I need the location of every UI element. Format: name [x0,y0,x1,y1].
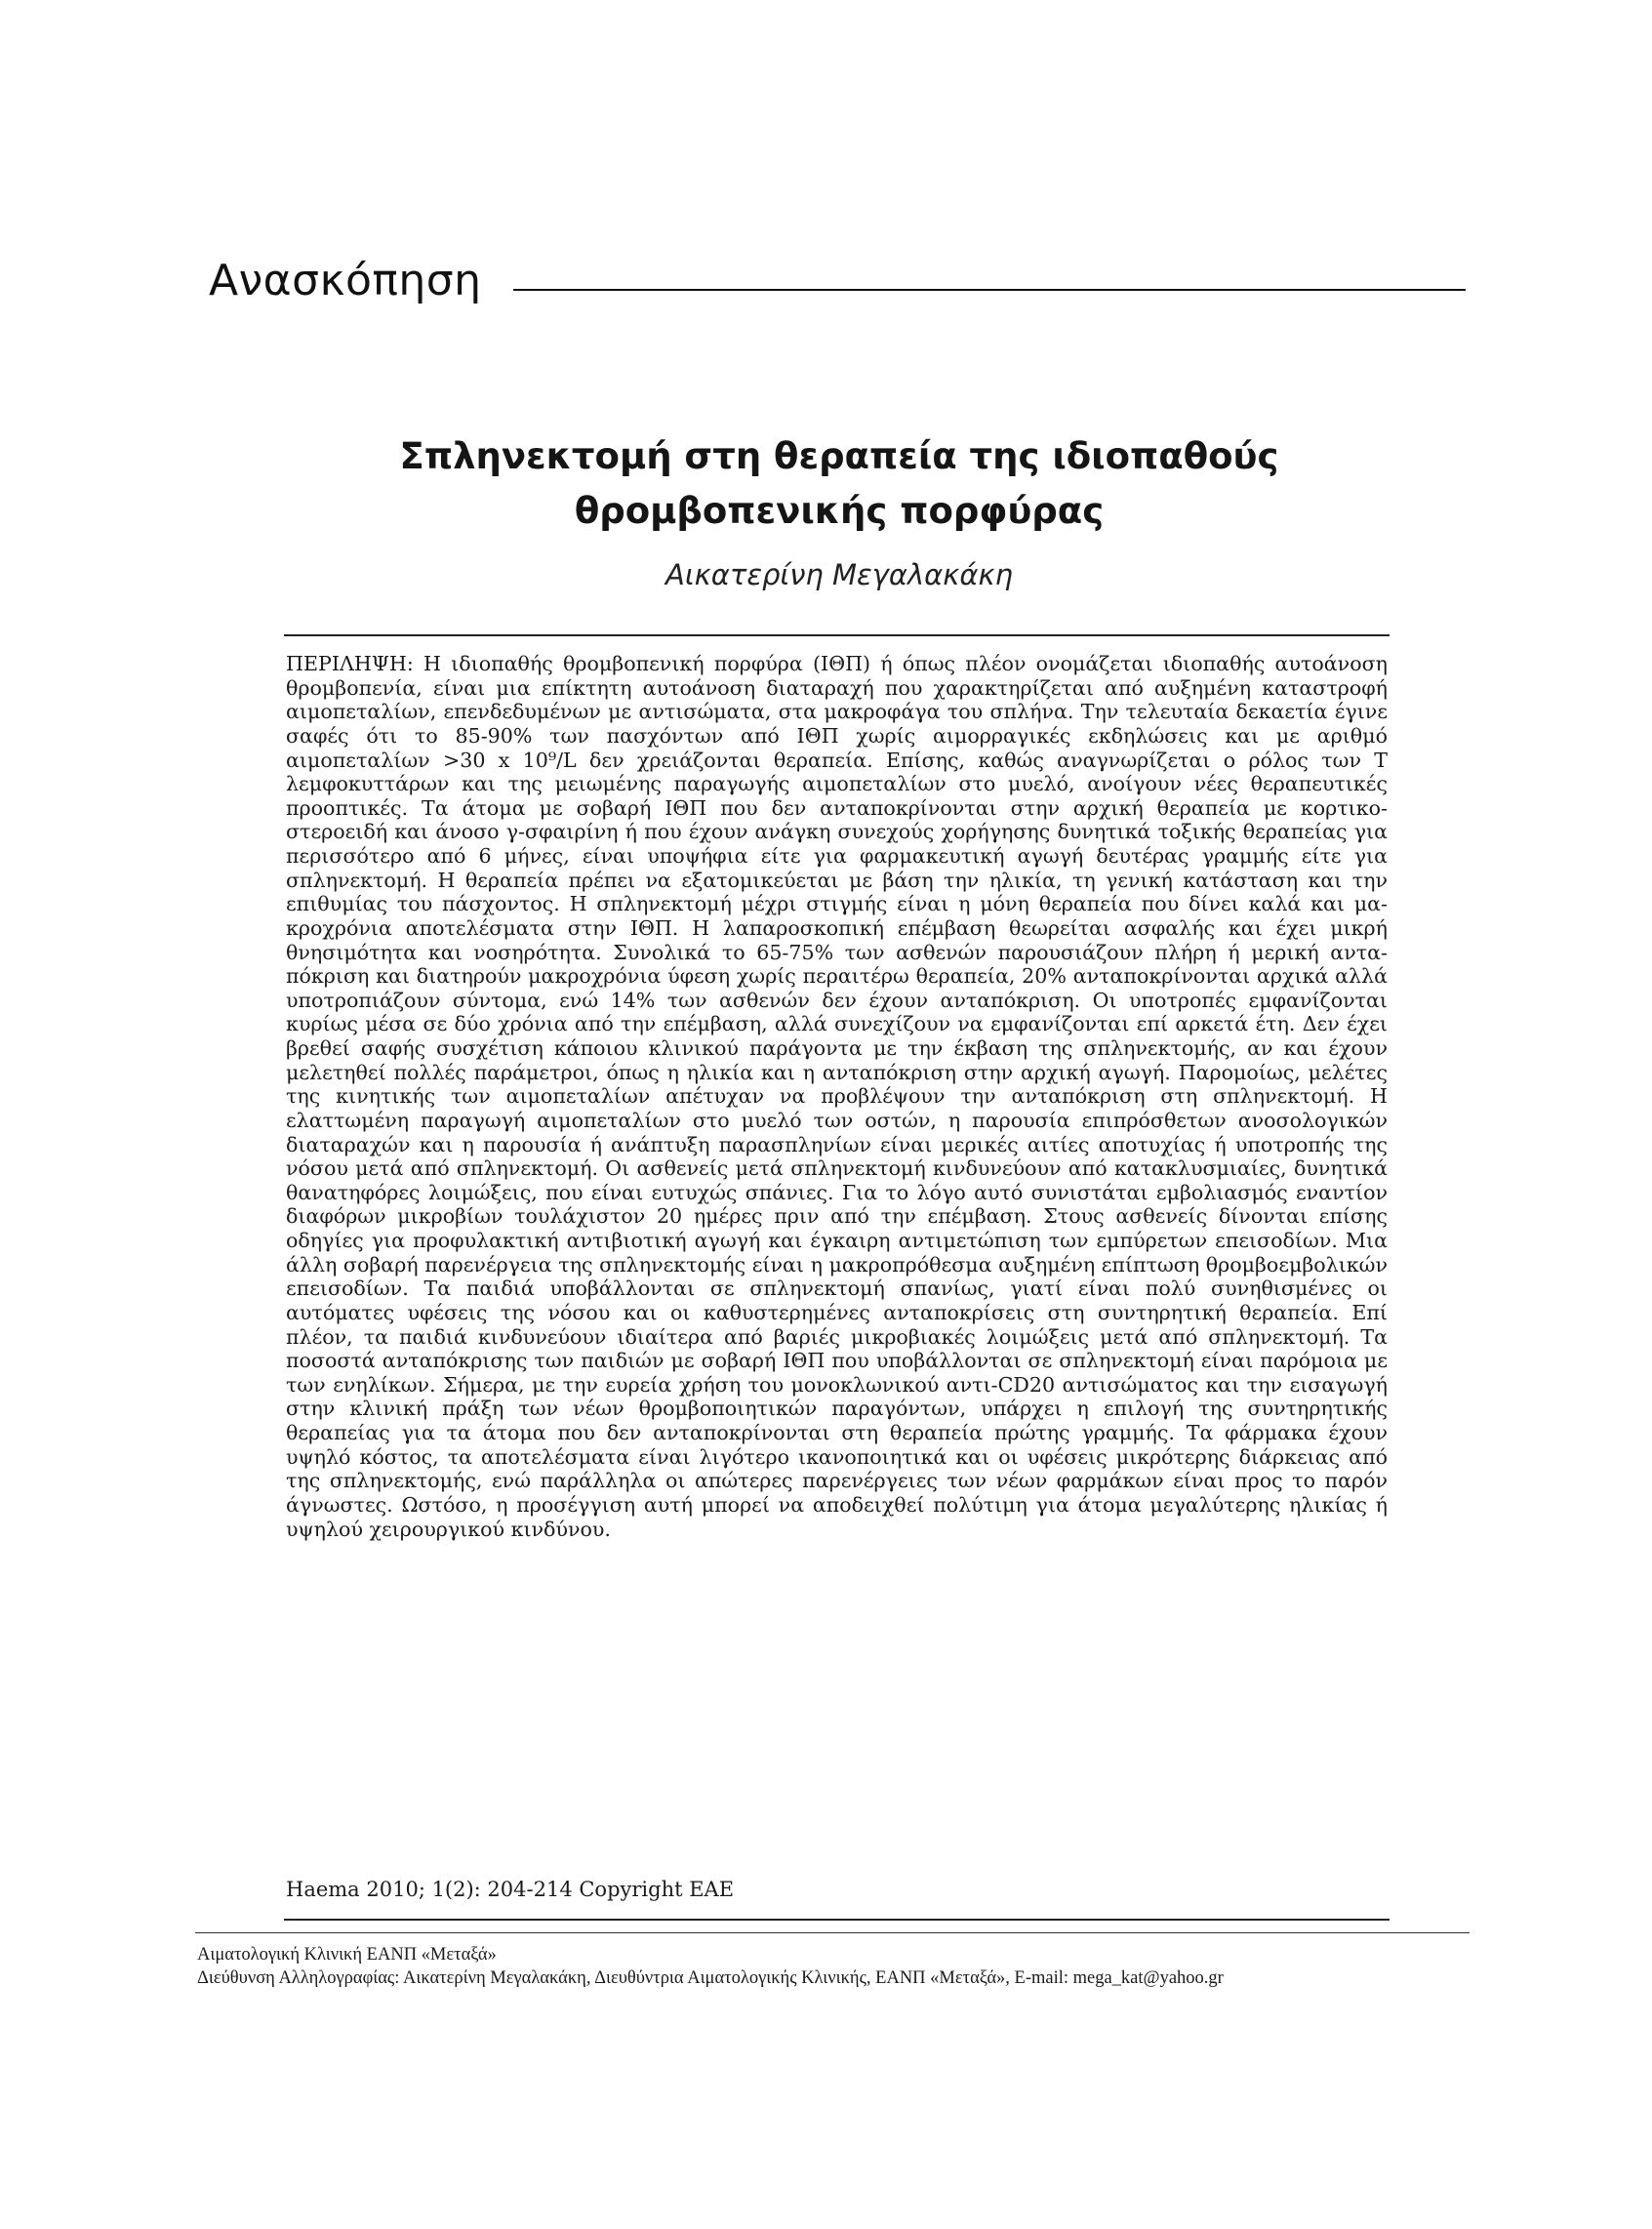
footer-affiliation: Αιματολογική Κλινική ΕΑΝΠ «Μεταξά» [197,1945,497,1965]
footer [197,1943,1475,1990]
section-header [209,256,1468,324]
citation: Haema 2010; 1(2): 204-214 Copyright EAE [286,1878,735,1901]
abstract-top-rule [284,634,1390,636]
article-title [293,429,1386,539]
abstract-bottom-rule [284,1919,1390,1921]
section-title: Ανασκόπηση [209,256,482,305]
section-rule [513,289,1466,291]
article-author: Αικατερίνη Μεγαλακάκη [665,558,1013,591]
footer-correspondence: Διεύθυνση Αλληλογραφίας: Αικατερίνη Μεγαλακάκη, Διευθύντρια Αιματολογικής Κλινικής, ΕΑΝΠ «Μεταξά», E-mail: mega_kat@yahoo.gr [197,1968,1224,1988]
article-title-line-2: θρομβοπενικής πορφύρας [574,490,1105,532]
abstract-text: ΠΕΡΙΛΗΨΗ: Η ιδιοπαθής θρομβοπενική πορφύρα (ΙΘΠ) ή όπως πλέον ονομάζεται ιδιοπαθής αυτοάνοση θρομβοπενία, είναι μια επίκτητη αυτοάνοση διαταραχή που χαρακτηρίζεται από αυξημένη καταστροφή αιμοπεταλίων, επενδεδυμένων με αντισώματα, στα μακροφάγα του σπλήνα. Την τελευταία δεκαετία έγινε σαφές ότι το 85-90% των πασχόντων από ΙΘΠ χωρίς αιμορραγικές εκδηλώσεις και με αριθμό αιμοπεταλίων >30 x 10⁹/L δεν χρειάζονται θεραπεία. Επίσης, καθώς αναγνωρίζεται ο ρόλος των Τ λεμφοκυττάρων και της μειωμένης παραγωγής αιμοπεταλίων στο μυελό, ανοίγουν νέες θεραπευτικές προοπτικές. Τα άτομα με σοβαρή ΙΘΠ που δεν ανταποκρίνονται στην αρχική θεραπεία με κορτικοστεροειδή και άνοσο γ-σφαιρίνη ή που έχουν ανάγκη συνεχούς χορήγησης δυνητικά τοξικής θεραπείας για περισσότερο από 6 μήνες, είναι υποψήφια είτε για φαρμακευτική αγωγή δευτέρας γραμμής είτε για σπληνεκτομή. Η θεραπεία πρέπει να εξατομικεύεται με βάση την ηλικία, τη γενική κατάσταση και την επιθυμίας του πάσχοντος. Η σπληνεκτομή μέχρι στιγμής είναι η μόνη θεραπεία που δίνει καλά και μακροχρόνια αποτελέσματα στην ΙΘΠ. Η λαπαροσκοπική επέμβαση θεωρείται ασφαλής και έχει μικρή θνησιμότητα και νοσηρότητα. Συνολικά το 65-75% των ασθενών παρουσιάζουν πλήρη ή μερική ανταπόκριση και διατηρούν μακροχρόνια ύφεση χωρίς περαιτέρω θεραπεία, 20% ανταποκρίνονται αρχικά αλλά υποτροπιάζουν σύντομα, ενώ 14% των ασθενών δεν έχουν ανταπόκριση. Οι υποτροπές εμφανίζονται κυρίως μέσα σε δύο χρόνια από την επέμβαση, αλλά συνεχίζουν να εμφανίζονται επί αρκετά έτη. Δεν έχει βρεθεί σαφής συσχέτιση κάποιου κλινικού παράγοντα με την έκβαση της σπληνεκτομής, αν και έχουν μελετηθεί πολλές παράμετροι, όπως η ηλικία και η ανταπόκριση στην αρχική αγωγή. Παρομοίως, μελέτες της κινητικής των αιμοπεταλίων απέτυχαν να προβλέψουν την ανταπόκριση στη σπληνεκτομή. Η ελαττωμένη παραγωγή αιμοπεταλίων στο μυελό των οστών, η παρουσία επιπρόσθετων ανοσολογικών διαταραχών και η παρουσία ή ανάπτυξη παρασπληνίων είναι μερικές αιτίες αποτυχίας ή υποτροπής της νόσου μετά από σπληνεκτομή. Οι ασθενείς μετά σπληνεκτομή κινδυνεύουν από κατακλυσμιαίες, δυνητικά θανατηφόρες λοιμώξεις, που είναι ευτυχώς σπάνιες. Για το λόγο αυτό συνιστάται εμβολιασμός εναντίον διαφόρων μικροβίων τουλάχιστον 20 ημέρες πριν από την επέμβαση. Στους ασθενείς δίνονται επίσης οδηγίες για προφυλακτική αντιβιοτική αγωγή και έγκαιρη αντιμετώπιση των εμπύρετων επεισοδίων. Μια άλλη σοβαρή παρενέργεια της σπληνεκτομής είναι η μακροπρόθεσμα αυξημένη επίπτωση θρομβοεμβολικών επεισοδίων. Τα παιδιά υποβάλλονται σε σπληνεκτομή σπανίως, γιατί είναι πολύ συνηθισμένες οι αυτόματες υφέσεις της νόσου και οι καθυστερημένες ανταποκρίσεις στη συντηρητική θεραπεία. Επί πλέον, τα παιδιά κινδυνεύουν ιδιαίτερα από βαριές μικροβιακές λοιμώξεις μετά από σπληνεκτομή. Τα ποσοστά ανταπόκρισης των παιδιών με σοβαρή ΙΘΠ που υποβάλλονται σε σπληνεκτομή είναι παρόμοια με των ενηλίκων. Σήμερα, με την ευρεία χρήση του μονοκλωνικού αντι-CD20 αντισώματος και την εισαγωγή στην κλινική πράξη των νέων θρομβοποιητικών παραγόντων, υπάρχει η επιλογή της συντηρητικής θεραπείας για τα άτομα που δεν ανταποκρίνονται στη θεραπεία πρώτης γραμμής. Τα φάρμακα έχουν υψηλό κόστος, τα αποτελέσματα είναι λιγότερο ικανοποιητικά και οι υφέσεις μικρότερης διάρκειας από της σπληνεκτομής, ενώ παράλληλα οι απώτερες παρενέργειες των νέων φαρμάκων είναι προς το παρόν άγνωστες. Ωστόσο, η προσέγγιση αυτή μπορεί να αποδειχθεί πολύτιμη για άτομα μεγαλύτερης ηλικίας ή υψηλού χειρουργικού κινδύνου. [286,652,1388,1541]
article-title-line-1: Σπληνεκτομή στη θεραπεία της ιδιοπαθούς [399,435,1279,477]
footer-rule [195,1932,1470,1933]
